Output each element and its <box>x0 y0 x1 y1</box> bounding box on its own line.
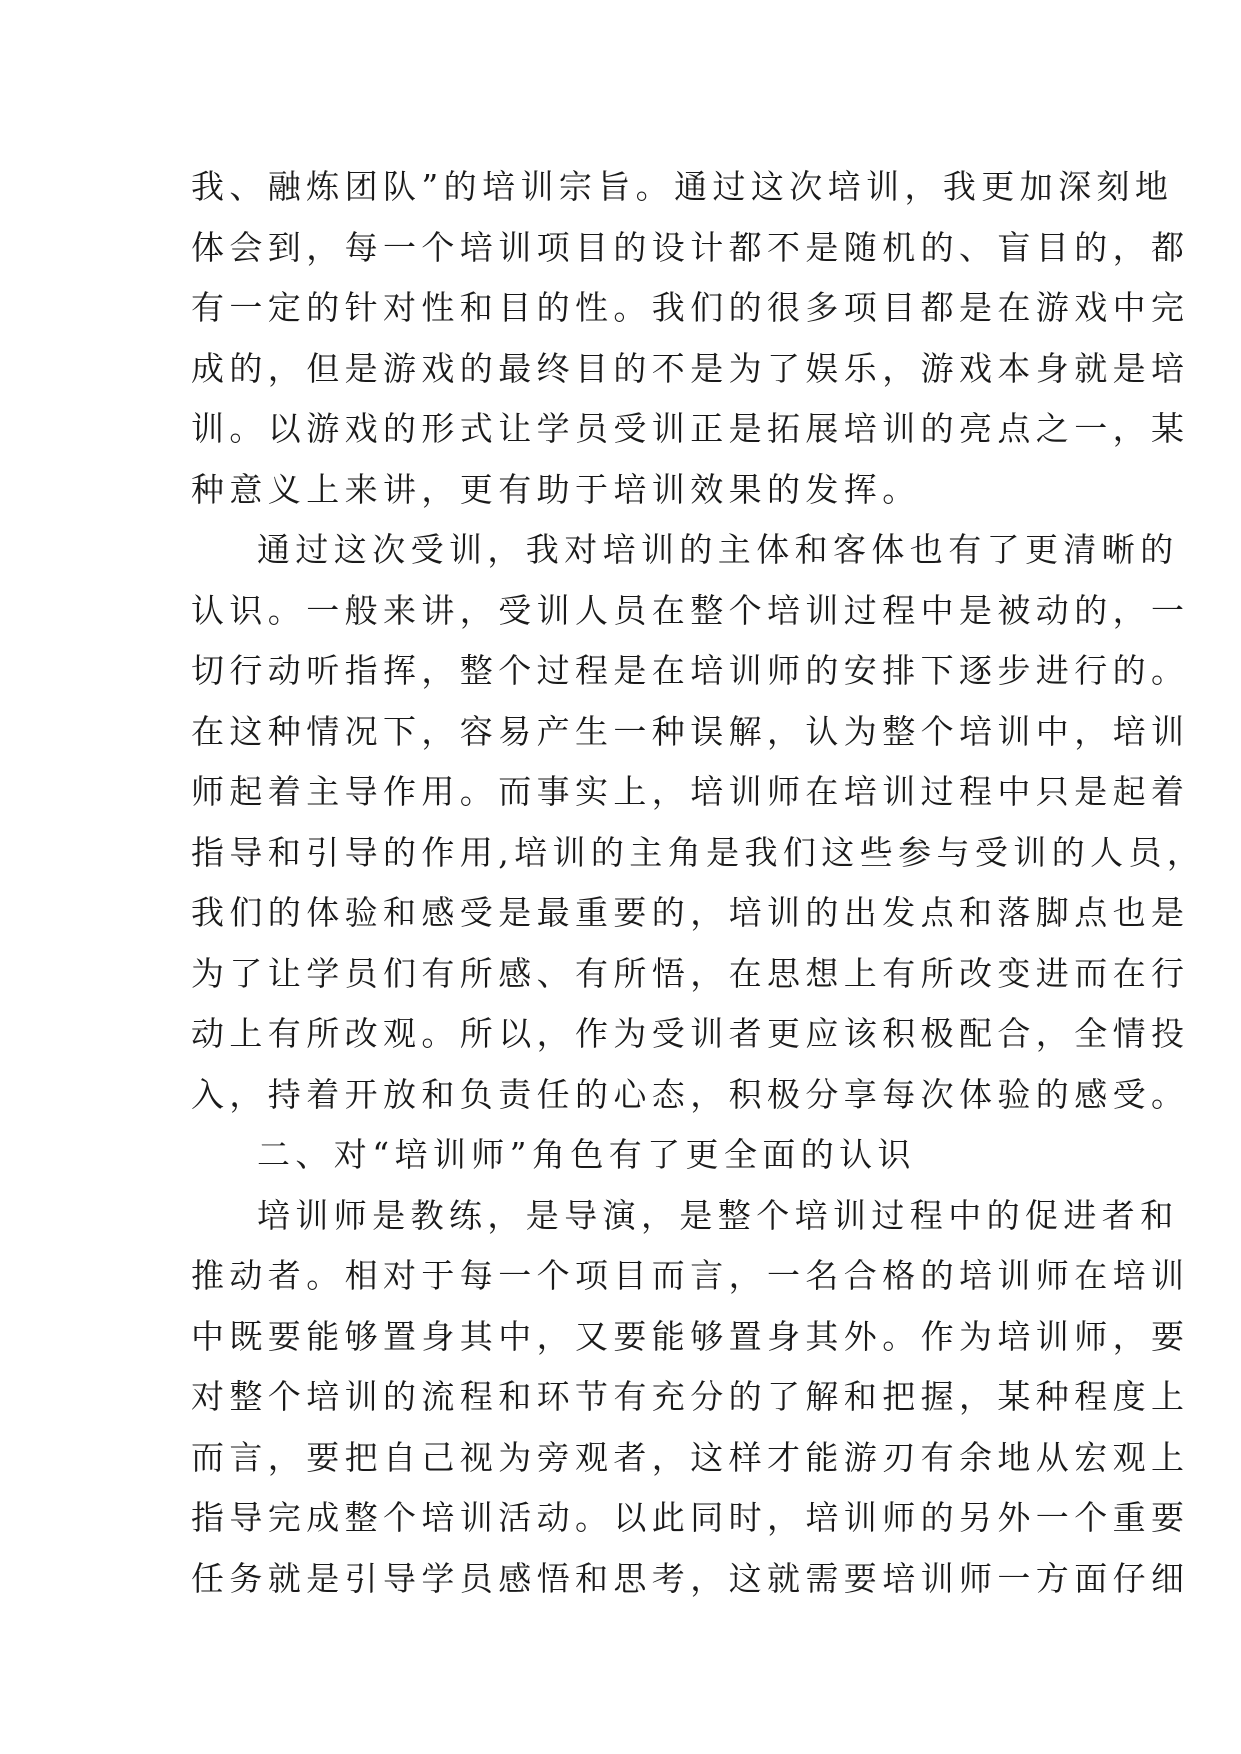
text-line: 指导和引导的作用,培训的主角是我们这些参与受训的人员， <box>191 832 1206 872</box>
text-line: 推动者。相对于每一个项目而言，一名合格的培训师在培训 <box>191 1256 1190 1295</box>
text-line: 入，持着开放和负责任的心态，积极分享每次体验的感受。 <box>191 1074 1190 1114</box>
text-line: 认识。一般来讲，受训人员在整个培训过程中是被动的，一 <box>191 590 1190 630</box>
text-line: 有一定的针对性和目的性。我们的很多项目都是在游戏中完 <box>191 288 1190 327</box>
text-line: 在这种情况下，容易产生一种误解，认为整个培训中，培训 <box>191 711 1190 751</box>
paragraph-start-line: 培训师是教练，是导演，是整个培训过程中的促进者和 <box>257 1195 1179 1235</box>
text-line: 而言，要把自己视为旁观者，这样才能游刃有余地从宏观上 <box>191 1437 1190 1477</box>
text-line: 为了让学员们有所感、有所悟，在思想上有所改变进而在行 <box>191 953 1190 993</box>
text-line: 任务就是引导学员感悟和思考，这就需要培训师一方面仔细 <box>191 1558 1190 1598</box>
body-text <box>191 157 1206 1609</box>
text-line: 训。以游戏的形式让学员受训正是拓展培训的亮点之一，某 <box>191 409 1190 448</box>
text-line: 中既要能够置身其中，又要能够置身其外。作为培训师，要 <box>191 1316 1190 1356</box>
text-line: 成的，但是游戏的最终目的不是为了娱乐，游戏本身就是培 <box>191 348 1190 388</box>
text-line: 动上有所改观。所以，作为受训者更应该积极配合，全情投 <box>191 1014 1190 1053</box>
text-line: 我们的体验和感受是最重要的，培训的出发点和落脚点也是 <box>191 893 1190 932</box>
text-line: 体会到，每一个培训项目的设计都不是随机的、盲目的，都 <box>191 227 1190 267</box>
section-heading: 二、对“培训师”角色有了更全面的认识 <box>257 1135 916 1174</box>
text-line: 对整个培训的流程和环节有充分的了解和把握，某种程度上 <box>191 1377 1190 1416</box>
text-line: 我、融炼团队”的培训宗旨。通过这次培训，我更加深刻地 <box>191 167 1174 206</box>
text-line: 师起着主导作用。而事实上，培训师在培训过程中只是起着 <box>191 772 1190 811</box>
text-line: 切行动听指挥，整个过程是在培训师的安排下逐步进行的。 <box>191 651 1190 690</box>
text-line: 指导完成整个培训活动。以此同时，培训师的另外一个重要 <box>191 1498 1190 1537</box>
paragraph-start-line: 通过这次受训，我对培训的主体和客体也有了更清晰的 <box>257 530 1179 569</box>
text-line: 种意义上来讲，更有助于培训效果的发挥。 <box>191 469 921 509</box>
